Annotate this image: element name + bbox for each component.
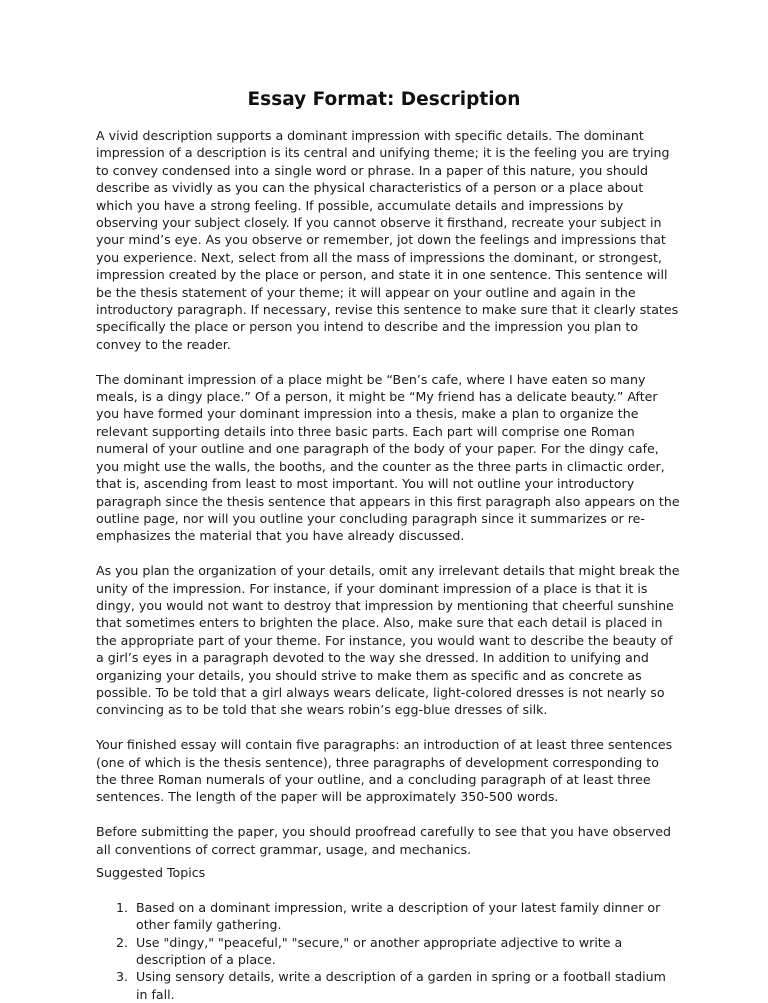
page-title: Essay Format: Description	[247, 89, 521, 110]
paragraph-organization: As you plan the organization of your details, omit any irrelevant details that might break the unity of the impression. For instance, if your dominant impression of a place is that it is dingy, you would not want to destroy that impression by mentioning that cheerful sunshine that sometimes enters to brighten the place. Also, make sure that each detail is placed in the appropriate part of your theme. For instance, you would want to describe the beauty of a girl’s eyes in a paragraph devoted to the way she dressed. In addition to unifying and organizing your details, you should strive to make them as specific and as concrete as possible. To be told that a girl always wears delicate, light-colored dresses is not nearly so convincing as to be told that she wears robin’s egg-blue dresses of silk.	[96, 563, 680, 718]
paragraph-dominant-impression: The dominant impression of a place might be “Ben’s cafe, where I have eaten so many meals, is a dingy place.” Of a person, it might be “My friend has a delicate beauty.” After you have formed your dominant impression into a thesis, make a plan to organize the relevant supporting details into three basic parts. Each part will comprise one Roman numeral of your outline and one paragraph of the body of your paper. For the dingy cafe, you might use the walls, the booths, and the counter as the three parts in climactic order, that is, ascending from least to most important. You will not outline your introductory paragraph since the thesis sentence that appears in this first paragraph also appears on the outline page, nor will you outline your concluding paragraph since it summarizes or re-emphasizes the material that you have already discussed.	[96, 371, 680, 544]
topic-item: 3. Using sensory details, write a description of a garden in spring or a football stadium in fall.	[132, 968, 680, 1003]
paragraph-proofread: Before submitting the paper, you should proofread carefully to see that you have observed all conventions of correct grammar, usage, and mechanics.	[96, 824, 671, 857]
paragraph-intro: A vivid description supports a dominant impression with specific details. The dominant impression of a description is its central and unifying theme; it is the feeling you are trying to convey condensed into a single word or phrase. In a paper of this nature, you should describe as vividly as you can the physical characteristics of a person or a place about which you have a strong feeling. If possible, accumulate details and impressions by observing your subject closely. If you cannot observe it firsthand, recreate your subject in your mind’s eye. As you observe or remember, jot down the feelings and impressions that you experience. Next, select from all the mass of impressions the dominant, or strongest, impression created by the place or person, and state it in one sentence. This sentence will be the thesis statement of your theme; it will appear on your outline and again in the introductory paragraph. If necessary, revise this sentence to make sure that it clearly states specifically the place or person you intend to describe and the impression you plan to convey to the reader.	[96, 128, 679, 352]
topic-item: 1. Based on a dominant impression, write a description of your latest family dinner or other family gathering.	[132, 899, 680, 934]
suggested-topics-heading: Suggested Topics	[96, 865, 206, 880]
topics-list	[96, 899, 680, 1003]
paragraph-structure: Your finished essay will contain five paragraphs: an introduction of at least three sentences (one of which is the thesis sentence), three paragraphs of development corresponding to the three Roman numerals of your outline, and a concluding paragraph of at least three sentences. The length of the paper will be approximately 350-500 words.	[96, 737, 673, 805]
topic-item: 2. Use "dingy," "peaceful," "secure," or another appropriate adjective to write a description of a place.	[132, 934, 680, 969]
document-body	[96, 127, 680, 1003]
